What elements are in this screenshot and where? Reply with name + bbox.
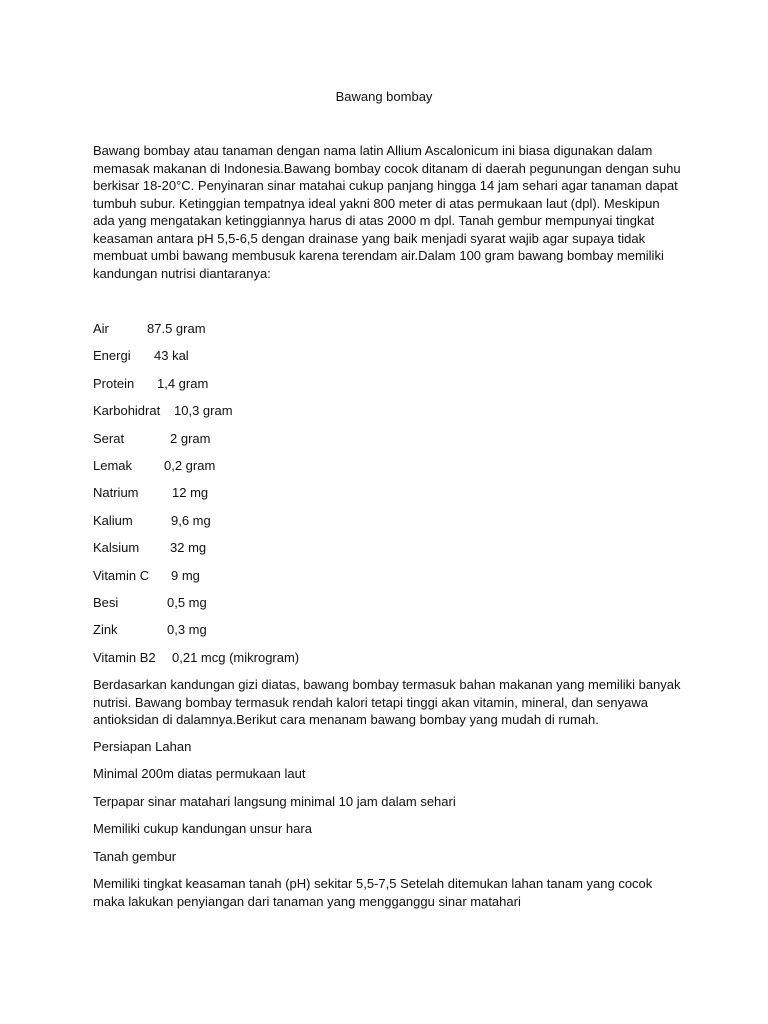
intro-line: ada yang mengatakan ketinggiannya harus di atas 2000 m dpl. Tanah gembur mempunyai tingkat [93,213,655,228]
nutrient-row [93,649,493,676]
nutrient-value: 2 gram [170,430,211,446]
final-line: maka lakukan penyiangan dari tanaman yang mengganggu sinar matahari [93,893,521,909]
nutrient-value: 0,5 mg [167,594,207,610]
nutrient-value: 43 kal [154,348,189,364]
nutrient-row [93,539,493,566]
nutrient-value: 12 mg [172,485,209,501]
nutrient-value: 10,3 gram [174,403,233,419]
nutrient-name: Zink [93,622,118,638]
nutrient-value: 0,21 mcg (mikrogram) [172,649,300,665]
intro-line: memasak makanan di Indonesia.Bawang bombay cocok ditanam di daerah pegunungan dengan suhu [93,160,681,176]
intro-line: keasaman antara pH 5,5-6,5 dengan drainase yang baik menjadi syarat wajib agar supaya tidak [93,230,646,246]
final-line: Memiliki tingkat keasaman tanah (pH) sekitar 5,5-7,5 Setelah ditemukan lahan tanam yang cocok [93,876,653,891]
nutrient-name: Air [93,321,109,336]
nutrient-name: Karbohidrat [93,403,161,419]
intro-line: Bawang bombay atau tanaman dengan nama latin Allium Ascalonicum ini biasa digunakan dalam [93,143,653,158]
nutrient-value: 1,4 gram [157,375,209,391]
requirement-item: Memiliki cukup kandungan unsur hara [93,821,312,837]
nutrient-row [93,594,493,621]
nutrient-name: Kalsium [93,540,140,556]
nutrient-name: Kalium [93,512,133,528]
intro-line: berkisar 18-20°C. Penyinaran sinar matahai cukup panjang hingga 14 jam sehari agar tanaman dapat [93,178,678,193]
nutrient-name: Besi [93,594,119,610]
closing-paragraph [93,676,683,729]
nutrient-name: Natrium [93,485,139,501]
nutrient-row [93,484,493,511]
nutrient-name: Vitamin C [93,567,150,583]
nutrient-row [93,457,493,484]
nutrient-value: 9 mg [171,567,200,583]
nutrient-list [93,320,493,676]
nutrient-value: 32 mg [170,540,207,556]
intro-paragraph [93,142,683,282]
nutrient-value: 0,3 mg [167,622,207,638]
nutrient-name: Vitamin B2 [93,649,156,665]
closing-line: antioksidan di dalamnya.Berikut cara menanam bawang bombay yang mudah di rumah. [93,712,599,727]
nutrient-row [93,320,493,347]
nutrient-row [93,347,493,374]
requirement-item: Terpapar sinar matahari langsung minimal 10 jam dalam sehari [93,793,456,809]
nutrient-name: Serat [93,430,125,446]
nutrient-name: Protein [93,375,135,391]
section-heading: Persiapan Lahan [93,739,192,754]
nutrient-row [93,567,493,594]
closing-line: nutrisi. Bawang bombay termasuk rendah kalori tetapi tinggi akan vitamin, mineral, dan senyawa [93,694,648,710]
nutrient-row [93,621,493,648]
nutrient-value: 0,2 gram [164,457,216,473]
document-title: Bawang bombay [335,89,433,104]
final-paragraph [93,875,683,910]
closing-line: Berdasarkan kandungan gizi diatas, bawang bombay termasuk bahan makanan yang memiliki banyak [93,677,681,692]
nutrient-name: Energi [93,348,131,364]
nutrient-row [93,430,493,457]
requirement-item: Minimal 200m diatas permukaan laut [93,766,306,782]
requirement-item: Tanah gembur [93,848,177,864]
intro-line: kandungan nutrisi diantaranya: [93,265,271,281]
nutrient-name: Lemak [93,457,133,473]
intro-line: membuat umbi bawang membusuk karena terendam air.Dalam 100 gram bawang bombay memiliki [93,248,664,263]
nutrient-value: 9,6 mg [171,512,211,528]
nutrient-row [93,402,493,429]
intro-line: tumbuh subur. Ketinggian tempatnya ideal yakni 800 meter di atas permukaan laut (dpl). Meskipun [93,195,660,211]
requirement-list [93,738,683,875]
nutrient-row [93,375,493,402]
nutrient-row [93,512,493,539]
nutrient-value: 87.5 gram [147,321,206,336]
